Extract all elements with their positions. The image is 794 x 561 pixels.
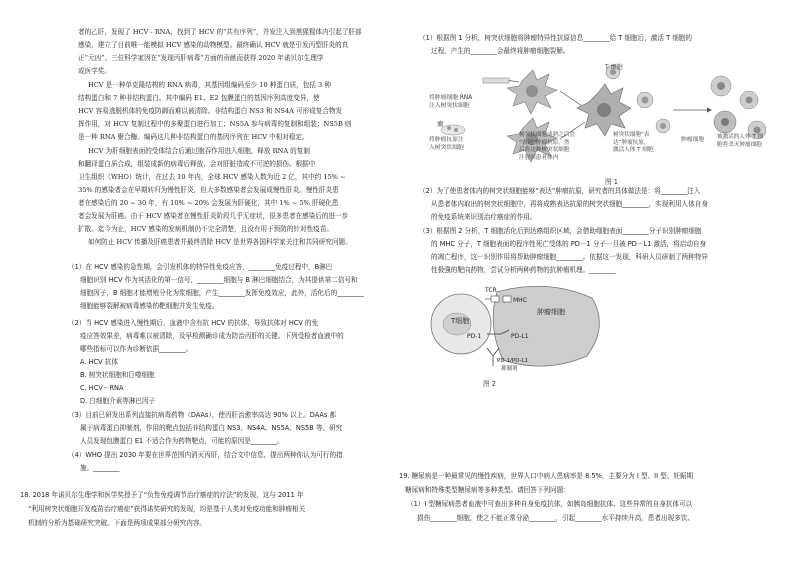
q17-line: 疫应答效果差，病毒难以被清除，及早检测确诊成为防治丙肝的关键。下列受检者血液中的 bbox=[80, 332, 344, 340]
passage-line: 者在感染后的 20 ~ 30 年，有 10% ~ 20% 会发展为肝硬化，其中 1% ~ 5% 肝硬化患 bbox=[78, 199, 339, 207]
q19-line: 19. 糖尿病是一种最常见的慢性疾病，世界人口中病人患病率是 8.5%，主要分为 I 型、II 型、妊娠期 bbox=[399, 472, 694, 480]
passage-line: HCV 容易逃脱机体的免疫防御而难以被清除。非结构蛋白 NS3 和 NS4A 可形成复合物发 bbox=[78, 107, 343, 115]
tumor-icon-label: 瘤 bbox=[437, 120, 444, 128]
q17-line: 细胞识别 HCV 作为其活化的第一信号，________细胞与 B 淋巴细胞结合，为其提供第二信号和 bbox=[80, 276, 358, 284]
q17-line: （4）WHO 提出 2030 年要在世界范围内消灭丙肝，结合文中信息，提出两种你认为可行的措 bbox=[68, 451, 343, 459]
passage-line: 扩散。迄今为止，HCV 感染的发病机制仍不完全清楚，且没有用于预防的针对性疫苗。 bbox=[78, 225, 334, 233]
q17-option: A. HCV 抗体 bbox=[80, 358, 118, 366]
passage-line: 结构蛋白和 7 种非结构蛋白。其中编码 E1、E2 包膜蛋白的基因序列高度变异，使 bbox=[78, 94, 320, 102]
t-cell-icon bbox=[637, 92, 653, 108]
figure-2 bbox=[427, 278, 617, 378]
passage-line: 正“元凶”。三位科学家因在“发现丙肝病毒”方面的贡献而获得 2020 年诺贝尔生理学 bbox=[78, 54, 324, 62]
q17-line: 属于病毒蛋白抑制剂，作用的靶点包括非结构蛋白 NS3、NS4A、NS5A、NS5B 等。研究 bbox=[80, 424, 343, 432]
q17-line: （2）当 HCV 感染进入慢性期后，血液中含有抗 HCV 的抗体，导致抗体对 HCV 的免 bbox=[68, 319, 319, 327]
q19-line: 损伤________细胞，使之不能正常分泌________，引起________水平持续升高，患者出现多饮、 bbox=[417, 514, 694, 522]
fig2-tumor-label: 肿瘤细胞 bbox=[537, 308, 565, 316]
fig1-label-lysate: 将肿瘤抗原注 入树突状细胞 bbox=[429, 137, 464, 151]
q17-line: 施。________ bbox=[80, 464, 120, 472]
fig2-tcell-label: T细胞 bbox=[451, 317, 470, 325]
passage-line: HCV 是一种单克隆结构的 RNA 病毒，其基因组编码至少 10 种蛋白质，包括 3 种 bbox=[88, 81, 331, 89]
q17-option: B. 树突状细胞和巨噬细胞 bbox=[80, 371, 155, 379]
passage-line: 挥作用，对 HCV 复制过程中的多聚蛋白进行加工；NS5A 参与病毒的复制和组装；NS5B 则 bbox=[78, 120, 352, 128]
q17-option: D. 白细胞介素等淋巴因子 bbox=[80, 397, 156, 405]
q18-sub-line: 性极强的靶向药物，尝试分析两种药物的抗肿瘤机理。________ bbox=[431, 266, 616, 274]
q18-sub-line: （3）根据图 2 分析，T 细胞活化后到达癌组织区域，会借助细胞表面________分子识别肿瘤细胞 bbox=[419, 227, 702, 235]
passage-line: 35% 的感染者会在早期转归为慢性肝炎，但大多数感染者会发展成慢性肝炎。慢性肝炎患 bbox=[78, 186, 339, 194]
passage-line: HCV 为肝细胞表面的受体结合后通过胞吞作用进入细胞，释放 RNA 的复制 bbox=[88, 147, 310, 155]
q17-line: （1）在 HCV 感染的急性期，会引发机体的特异性免疫应答，________免疫过程中，B淋巴 bbox=[68, 263, 333, 271]
tcr-mhc-receptor-icon bbox=[485, 296, 511, 302]
fig2-drug-label-2: 抑制剂 bbox=[501, 366, 518, 372]
mature-dendritic-cell-icon bbox=[577, 84, 631, 136]
figure-1-caption: 图 1 bbox=[605, 178, 618, 186]
passage-line: 或医学奖。 bbox=[78, 67, 111, 75]
q18-sub-line: 的凋亡程序，这一识别作用将帮助肿瘤细胞________。依据这一发现，科研人员研制了两种特异 bbox=[431, 253, 708, 261]
fig1-label-rna: 将肿瘤细胞 RNA 注入树突状细胞 bbox=[429, 95, 473, 109]
q18-sub-line: 过程，产生的________会最终将肿瘤细胞裂解。 bbox=[431, 47, 570, 55]
dendritic-cell-icon bbox=[507, 70, 557, 114]
q19-line: 糖尿病和特殊类型糖尿病等多种类型。请回答下列问题： bbox=[405, 486, 570, 494]
tumor-cell-icon bbox=[711, 76, 731, 96]
q17-line: 人员发现包膜蛋白 E1 不适合作为药物靶点，可能的原因是________。 bbox=[80, 437, 284, 445]
fig1-label-tumor: 肿瘤细胞 bbox=[681, 137, 705, 143]
q17-line: （3）目前已研发出系列直接抗病毒药物（DAAs），使丙肝治愈率高达 90% 以上。DAAs 都 bbox=[68, 411, 337, 419]
q18-sub-line: 的免疫系统来识别治疗癌症的作用。 bbox=[431, 213, 537, 221]
figure-1 bbox=[425, 60, 785, 180]
fig2-pdl1-label: PD-L1 bbox=[511, 333, 529, 340]
q19-line: （1）I 型糖尿病患者血液中可查出多种自身免疫抗体，如胰岛细胞抗体。这些异常的自身抗体可以 bbox=[407, 500, 693, 508]
tumor-lysate-icon bbox=[441, 125, 465, 135]
q17-option: C. HCV－RNA bbox=[80, 384, 124, 392]
tumor-cell-icon bbox=[740, 91, 758, 109]
q18-sub-line: （2）为了使患者体内的树突状细胞能够“表达”肿瘤抗原，研究者的具体做法是：将________注入 bbox=[419, 187, 701, 195]
q18-line: “利用树突状细胞开发疫苗治疗癌症”获得诺奖研究的发现，均是基于人类对免疫功能和肿瘤相关 bbox=[28, 505, 306, 513]
fig2-drug-label: PD-1/PD-L1 bbox=[497, 358, 528, 364]
q18-line: 18. 2018 年诺贝尔生理学和医学奖授予了“负性免疫调节治疗癌症的疗法”的发现，这与 2011 年 bbox=[20, 491, 304, 499]
q17-line: 细胞因子，B 细胞才能增殖分化为浆细胞，产生________发挥免疫效应，此外，活化后的________ bbox=[80, 289, 364, 297]
q18-line: 机制的分析为基础研究突破。下面是两项成果部分研究内容。 bbox=[28, 519, 207, 527]
q18-sub-line: （1）根据图 1 分析，树突状细胞将肿瘤特异性抗原信息________给 T 细胞后，激活 T 细胞的 bbox=[419, 34, 692, 42]
fig2-mhc-label: MHC bbox=[513, 297, 527, 304]
passage-line: 是一种 RNA 聚合酶。编码这几种非结构蛋白的基因序列在 HCV 中相对稳定。 bbox=[78, 133, 309, 141]
fig2-pd1-label: PD-1 bbox=[467, 333, 482, 340]
passage-line: 卫生组织（WHO）统计，在过去 10 年内，全球 HCV 感染人数为近 2 亿，其中约 15% ~ bbox=[78, 173, 346, 181]
passage-line: 者会发展为肝癌。由于 HCV 感染者在慢性肝炎阶段几乎无症状，很多患者在感染后的进一步 bbox=[78, 212, 349, 220]
q17-line: 细胞能够裂解被病毒感染的靶细胞并发生免疫。 bbox=[80, 302, 219, 310]
passage-line: 如何防止 HCV 传播及肝癌患者并最终清除 HCV 是世界各国科学家关注和共同研究问题。 bbox=[88, 238, 352, 246]
passage-line: 感染，建立了目前唯一能模拟 HCV 感染的动物模型。最终确认 HCV 就是引发丙型肝炎的真 bbox=[78, 41, 349, 49]
tumor-cell-icon bbox=[714, 111, 736, 133]
passage-line: 和翻译蛋白质合成，组装成新的病毒后释放，会对肝脏造成不可逆的损伤。根据中 bbox=[78, 160, 316, 168]
q18-sub-line: 的 MHC 分子，T 细胞表面的程序性死亡受体的 PD－1 分子一旦被 PD－L1 激活，将启动自身 bbox=[431, 240, 707, 248]
t-cell-icon bbox=[656, 119, 670, 133]
fig1-label-present: 树突状细胞“表 达”肿瘤抗原， 激活人体 T 细胞 bbox=[613, 132, 654, 153]
figure-2-caption: 图 2 bbox=[483, 380, 496, 388]
fig1-label-kill: 被激活的人体 T 细 胞将杀灭肿瘤细胞 bbox=[717, 134, 764, 148]
fig2-tcr-label: TCR bbox=[485, 287, 497, 294]
fig1-label-mature: 树突状细胞成熟之后会 “表达”肿瘤抗原，然 后将这种树突状细胞 注射回患者体内 bbox=[519, 132, 575, 161]
q18-sub-line: 从患者体内取出的树突状细胞中，再将成熟表达抗原的树突状细胞________，实现利用人体自身 bbox=[431, 200, 708, 208]
q17-line: 哪些指标可以作为诊断依据________。 bbox=[80, 345, 193, 353]
passage-line: 者的乙肝，发现了 HCV - RNA，找到了 HCV 的“共有序列”，并发注入到黑猩猩体内引起了肝部 bbox=[78, 28, 362, 36]
fig1-label-tcell: T 细胞 bbox=[605, 64, 623, 71]
syringe-icon bbox=[483, 78, 519, 83]
